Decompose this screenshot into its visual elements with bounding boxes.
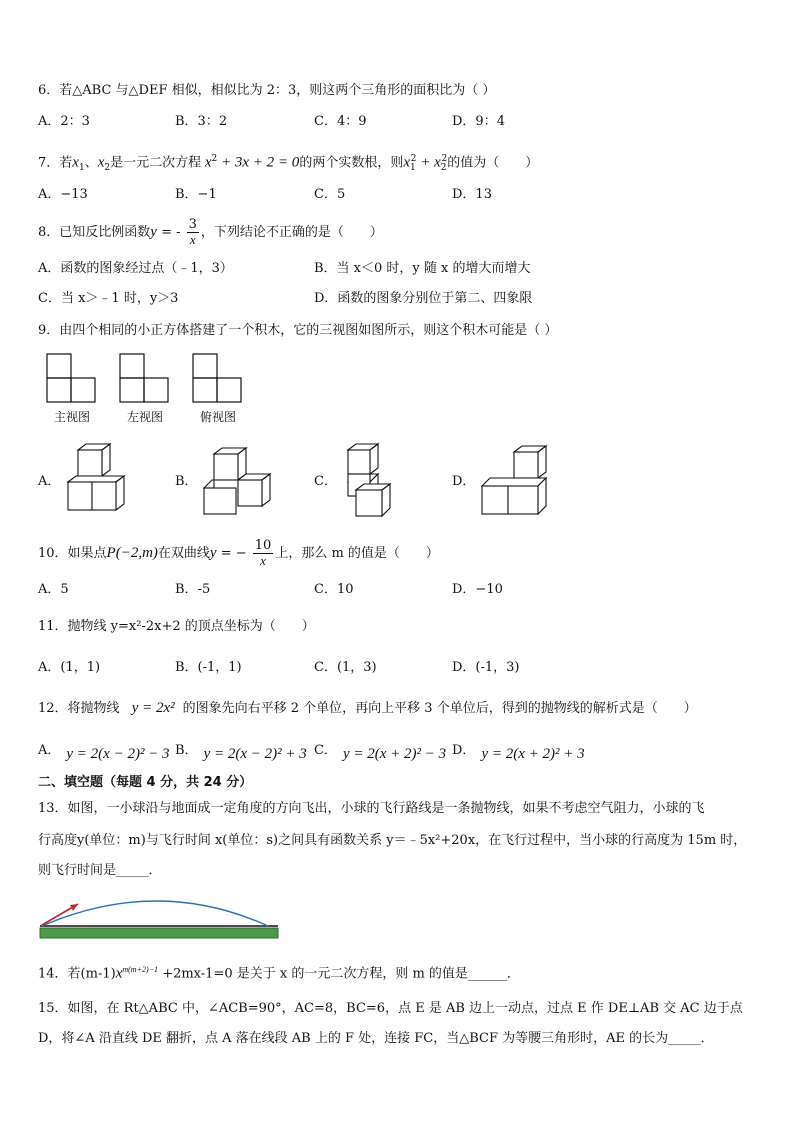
q14-prefix: 14．若(m-1) <box>38 966 116 982</box>
q14-stem: 14．若$(m-1)x^{m(m+2)-1} +2mx-1=0$ 是关于 x 的一元二次方程，则 m 的值是______． <box>38 965 520 982</box>
front-view-label: 主视图 <box>54 410 91 424</box>
three-views-figure <box>44 352 254 404</box>
q12-option-c: C． y = 2(x + 2)² − 3 <box>314 743 447 762</box>
q12-option-a: A． y = 2(x − 2)² − 3 <box>38 743 170 762</box>
q12-option-d: D． y = 2(x + 2)² + 3 <box>452 743 585 762</box>
q7-option-d: D．13 <box>452 187 492 202</box>
q15-line2: D，将∠A 沿直线 DE 翻折，点 A 落在线段 AB 上的 F 处，连接 FC，当△BCF 为等腰三角形时，AE 的长为_____． <box>38 1031 714 1046</box>
q13-line1: 13．如图，一小球沿与地面成一定角度的方向飞出，小球的飞行路线是一条抛物线，如果不考虑空气阻力，小球的飞 <box>38 801 705 816</box>
q8-option-c: C．当 x＞﹣1 时，y＞3 <box>38 291 179 306</box>
q8-option-a: A．函数的图象经过点（﹣1，3） <box>38 261 233 276</box>
q7-end: 的值为（ ） <box>447 155 539 171</box>
q14-end: +2mx-1=0 是关于 x 的一元二次方程，则 m 的值是______． <box>162 966 520 982</box>
ground-strip <box>40 928 278 938</box>
q10-option-c: C．10 <box>314 582 354 597</box>
q12-formula: y = 2x² <box>131 700 175 716</box>
q10-stem: 10．如果点P(−2,m)在双曲线y = − $\frac{10}{x}$ 上，那么 m 的值是（ ） <box>38 538 439 568</box>
q10-fraction: $\frac{10}{x}$ <box>254 538 272 568</box>
q8-option-d: D．函数的图象分别位于第二、四象限 <box>314 291 533 306</box>
q8-prefix: 8．已知反比例函数 <box>38 225 151 240</box>
q11-option-d: D．(-1，3) <box>452 660 520 675</box>
q10-mid: 在双曲线 <box>157 546 210 561</box>
q13-ball-trajectory-figure <box>38 896 280 942</box>
q12-option-b: B． y = 2(x − 2)² + 3 <box>175 743 307 762</box>
q11-option-b: B．(-1，1) <box>175 660 242 675</box>
q7-mid2: 的两个实数根，则 <box>299 155 404 171</box>
q13-line3: 则飞行时间是_____． <box>38 863 162 878</box>
q6-stem: 6．若△ABC 与△DEF 相似，相似比为 2：3，则这两个三角形的面积比为（ ） <box>38 83 496 98</box>
q7-option-a: A．−13 <box>38 187 88 202</box>
q8-option-b: B．当 x＜0 时，y 随 x 的增大而增大 <box>314 261 531 276</box>
q10-point: P(−2,m) <box>106 545 158 561</box>
q9-option-a: A． <box>38 474 61 489</box>
q10-end: 上，那么 m 的值是（ ） <box>275 546 439 561</box>
q10-option-d: D．−10 <box>452 582 503 597</box>
q11-stem: 11．抛物线 y=x²-2x+2 的顶点坐标为（ ） <box>38 619 315 634</box>
q7-mid: 是一元二次方程 <box>110 155 202 171</box>
q11-option-a: A．(1，1) <box>38 660 101 675</box>
q12-stem <box>38 699 697 718</box>
q10-prefix: 10．如果点 <box>38 546 107 561</box>
q12-prefix: 12．将抛物线 <box>38 701 120 716</box>
q9-option-a-cubes <box>66 444 130 514</box>
q13-line2: 行高度y(单位：m)与飞行时间 x(单位：s)之间具有函数关系 y＝﹣5x²+20x，在飞行过程中，当小球的行高度为 15m 时， <box>38 833 747 848</box>
q7-option-b: B．−1 <box>175 187 217 202</box>
q9-option-c-cubes <box>344 444 400 518</box>
left-view-label: 左视图 <box>127 410 164 424</box>
top-view-label: 俯视图 <box>200 410 237 424</box>
q14-exponent: m(m+2)−1 <box>122 965 159 974</box>
q8-end: ，下列结论不正确的是（ ） <box>200 225 383 240</box>
q9-option-b: B． <box>175 474 198 489</box>
q12-end: 的图象先向右平移 2 个单位，再向上平移 3 个单位后，得到的抛物线的解析式是（ ） <box>182 701 697 716</box>
q9-option-d: D． <box>452 474 476 489</box>
q8-fraction: $\frac{3}{x}$ <box>188 217 197 247</box>
q11-option-c: C．(1，3) <box>314 660 377 675</box>
q7-option-c: C．5 <box>314 187 346 202</box>
q7-prefix: 7．若 <box>38 155 73 171</box>
q9-stem: 9．由四个相同的小正方体搭建了一个积木，它的三视图如图所示，则这个积木可能是（ ） <box>38 323 558 338</box>
q8-stem: 8．已知反比例函数y = - $\frac{3}{x}$ ，下列结论不正确的是（ ） <box>38 217 383 247</box>
q6-option-b: B．3：2 <box>175 114 228 129</box>
q10-option-b: B．-5 <box>175 582 211 597</box>
section-heading-fill-blank: 二、填空题（每题 4 分，共 24 分） <box>38 775 253 790</box>
q7-stem: 7．若$x_1$、$x_2$是一元二次方程 $x^2 + 3x + 2 = 0$的两个实数根，则$x_1^2 + x_2^2$的值为（ ） <box>38 154 539 173</box>
q9-option-d-cubes <box>480 446 552 518</box>
q6-option-c: C．4：9 <box>314 114 367 129</box>
q15-line1: 15．如图，在 Rt△ABC 中，∠ACB=90°，AC=8，BC=6，点 E 是 AB 边上一动点，过点 E 作 DE⊥AB 交 AC 边于点 <box>38 1001 743 1016</box>
q10-option-a: A．5 <box>38 582 69 597</box>
q6-option-d: D．9：4 <box>452 114 505 129</box>
q9-option-c: C． <box>314 474 337 489</box>
q6-option-a: A．2：3 <box>38 114 90 129</box>
q9-option-b-cubes <box>202 448 274 516</box>
